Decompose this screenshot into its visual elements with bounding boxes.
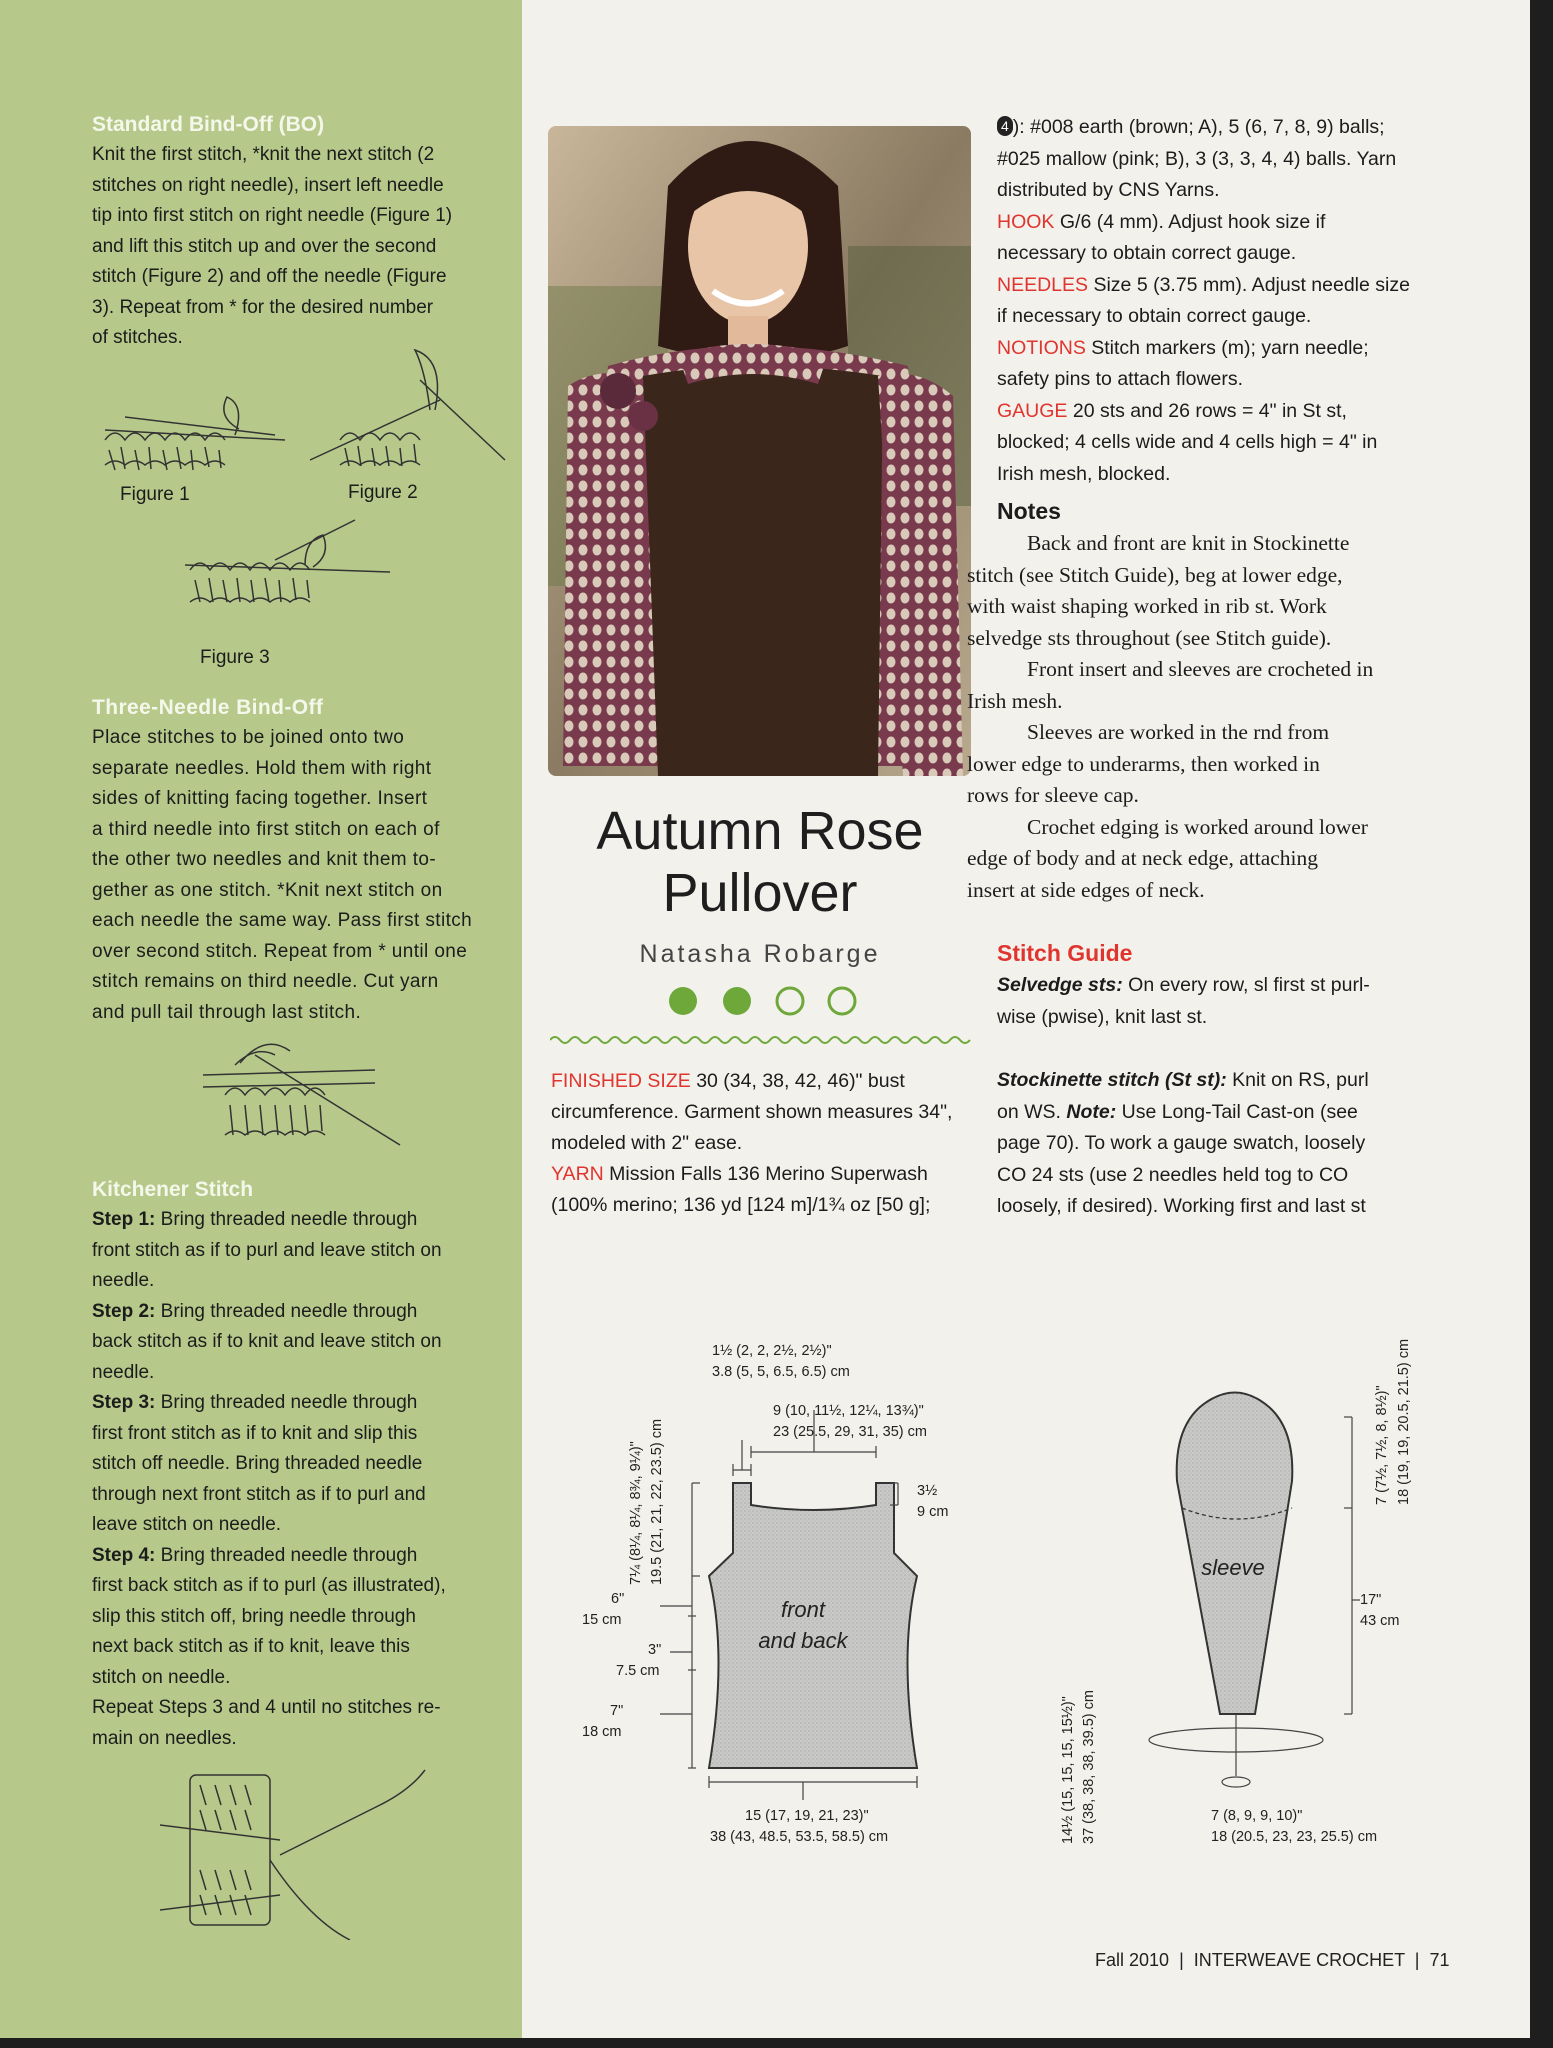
gauge-info: GAUGE 20 sts and 26 rows = 4" in St st, blocked; 4 cells wide and 4 cells high = 4" in Irish mesh, blocked. [997,399,1378,485]
svg-text:7 (8, 9, 9, 10)": 7 (8, 9, 9, 10)" [1211,1808,1303,1824]
svg-text:43 cm: 43 cm [1360,1613,1400,1629]
notions-info: NOTIONS Stitch markers (m); yarn needle; safety pins to attach flowers. [997,336,1369,390]
materials-column [551,1066,971,1221]
svg-text:3.8 (5, 5, 6.5, 6.5) cm: 3.8 (5, 5, 6.5, 6.5) cm [712,1364,850,1380]
three-needle-section [92,693,492,1028]
svg-text:7": 7" [610,1703,624,1719]
stockinette-stitch: Stockinette stitch (St st): Knit on RS, purl on WS. Note: Use Long-Tail Cast-on (see page 70). To work a gauge swatch, loosely CO 24 sts (use 2 needles held tog to CO loosely, if desired). Working first and last st [997,1069,1369,1217]
figure-1-label: Figure 1 [120,484,190,505]
svg-text:9 cm: 9 cm [917,1504,949,1520]
yarn-weight-icon: 4 [997,116,1013,136]
svg-text:19.5 (21, 21, 22, 23.5) cm: 19.5 (21, 21, 22, 23.5) cm [649,1418,665,1585]
kitchener-illustration [160,1765,440,1940]
technique-sidebar [0,0,522,2038]
figure-2-illustration [300,340,510,480]
selvedge-stitch: Selvedge sts: On every row, sl first st purl- wise (pwise), knit last st. [997,974,1370,1028]
svg-text:7.5 cm: 7.5 cm [616,1663,660,1679]
hook-info: HOOK G/6 (4 mm). Adjust hook size if necessary to obtain correct gauge. [997,210,1326,264]
kitchener-step-4: Step 4: Bring threaded needle through first back stitch as if to purl (as illustrated), slip this stitch off, bring needle through next back stitch as if to knit, leave this stitch on needle. [92,1544,446,1688]
svg-text:1½ (2, 2, 2½, 2½)": 1½ (2, 2, 2½, 2½)" [712,1343,832,1359]
bind-off-text: Knit the first stitch, *knit the next stitch (2 stitches on right needle), insert left needle tip into first stitch on right needle (Figure 1) and lift this stitch up and over the second stitch (Figure 2) and off the needle (Figure 3). Repeat from * for the desired number of stitches. [92,144,453,348]
yarn-info: YARN Mission Falls 136 Merino Superwash (100% merino; 136 yd [124 m]/1¾ oz [50 g]; [551,1163,931,1216]
needles-info: NEEDLES Size 5 (3.75 mm). Adjust needle size if necessary to obtain correct gauge. [997,273,1410,327]
three-needle-text: Place stitches to be joined onto two separate needles. Hold them with right sides of knitting facing together. Insert a third needle into first stitch on each of the other two needles and knit them to- gether as one stitch. *Knit next stitch on each needle the same way. Pass first stitch over second stitch. Repeat from * until one stitch remains on third needle. Cut yarn and pull tail through last stitch. [92,727,473,1023]
svg-text:7 (7½, 7½, 8, 8½)": 7 (7½, 7½, 8, 8½)" [1374,1385,1390,1505]
svg-text:15 cm: 15 cm [582,1612,622,1628]
yarn-info-continued: 4 ): #008 earth (brown; A), 5 (6, 7, 8, 9) balls; #025 mallow (pink; B), 3 (3, 3, 4, 4) balls. Yarn distributed by CNS Yarns. [997,116,1397,201]
kitchener-step-3: Step 3: Bring threaded needle through first front stitch as if to knit and slip this stitch off needle. Bring threaded needle through next front stitch as if to purl and leave stitch on needle. [92,1392,426,1535]
svg-text:38 (43, 48.5, 53.5, 58.5) cm: 38 (43, 48.5, 53.5, 58.5) cm [710,1829,889,1845]
model-photo [548,126,971,776]
kitchener-heading: Kitchener Stitch [92,1178,254,1201]
sleeve-piece [1177,1393,1293,1715]
notes-body: Back and front are knit in Stockinette stitch (see Stitch Guide), beg at lower edge, with waist shaping worked in rib st. Work selvedge sts throughout (see Stitch guide). Front insert and sleeves are crocheted in Irish mesh. Sleeves are worked in the rnd from lower edge to underarms, then worked in rows for sleeve cap. Crochet edging is worked around lower edge of body and at neck edge, attaching insert at side edges of neck. [967,531,1374,902]
skill-dot-filled [723,987,751,1015]
pattern-title: Autumn Rose Pullover [596,801,924,923]
skill-dot-filled [669,987,697,1015]
svg-text:3": 3" [648,1642,662,1658]
figure-3-illustration [175,510,395,630]
sleeve-label: sleeve [1201,1555,1265,1580]
svg-text:18 cm: 18 cm [582,1724,622,1740]
kitchener-section [92,1175,492,1754]
svg-text:18 (20.5, 23, 23, 25.5) cm: 18 (20.5, 23, 23, 25.5) cm [1211,1829,1378,1845]
figure-3-label: Figure 3 [200,647,270,668]
three-needle-heading: Three-Needle Bind-Off [92,696,324,719]
and-back-label: and back [758,1628,848,1653]
notes-heading: Notes [997,498,1061,524]
skill-level-dots [660,983,860,1019]
three-needle-illustration [195,1035,405,1155]
garment-schematic [560,1330,1520,1870]
designer-name: Natasha Robarge [639,940,881,968]
pattern-column [967,112,1427,1223]
stitch-guide-heading: Stitch Guide [997,940,1133,966]
svg-text:6": 6" [611,1591,625,1607]
kitchener-step-1: Step 1: Bring threaded needle through front stitch as if to purl and leave stitch on needle. [92,1209,442,1291]
svg-text:3½: 3½ [917,1483,938,1499]
svg-text:14½ (15, 15, 15, 15½)": 14½ (15, 15, 15, 15½)" [1060,1696,1076,1844]
figure-2-label: Figure 2 [348,482,418,503]
svg-text:18 (19, 19, 20.5, 21.5) cm: 18 (19, 19, 20.5, 21.5) cm [1396,1338,1412,1505]
decorative-divider [550,1030,972,1050]
figure-1-illustration [85,395,295,480]
svg-text:15 (17, 19, 21, 23)": 15 (17, 19, 21, 23)" [745,1808,869,1824]
kitchener-step-2: Step 2: Bring threaded needle through back stitch as if to knit and leave stitch on needle. [92,1300,442,1383]
svg-text:9 (10, 11½, 12¼, 13¾)": 9 (10, 11½, 12¼, 13¾)" [773,1403,924,1419]
skill-dot-empty [829,988,855,1014]
front-label: front [780,1597,826,1622]
page-footer: Fall 2010 | INTERWEAVE CROCHET | 71 [1095,1950,1450,1970]
finished-size: FINISHED SIZE 30 (34, 38, 42, 46)" bust circumference. Garment shown measures 34", modeled with 2" ease. [551,1070,953,1154]
kitchener-repeat: Repeat Steps 3 and 4 until no stitches re- main on needles. [92,1697,441,1749]
svg-text:23 (25.5, 29, 31, 35) cm: 23 (25.5, 29, 31, 35) cm [773,1424,927,1440]
bind-off-section [92,110,492,354]
bind-off-heading: Standard Bind-Off (BO) [92,113,325,136]
svg-text:17": 17" [1360,1592,1382,1608]
svg-text:37 (38, 38, 38, 39.5) cm: 37 (38, 38, 38, 39.5) cm [1081,1690,1097,1844]
svg-text:7¼ (8¼, 8¼, 8¾, 9¼)": 7¼ (8¼, 8¼, 8¾, 9¼)" [628,1441,644,1585]
front-back-piece [709,1483,917,1768]
skill-dot-empty [777,988,803,1014]
